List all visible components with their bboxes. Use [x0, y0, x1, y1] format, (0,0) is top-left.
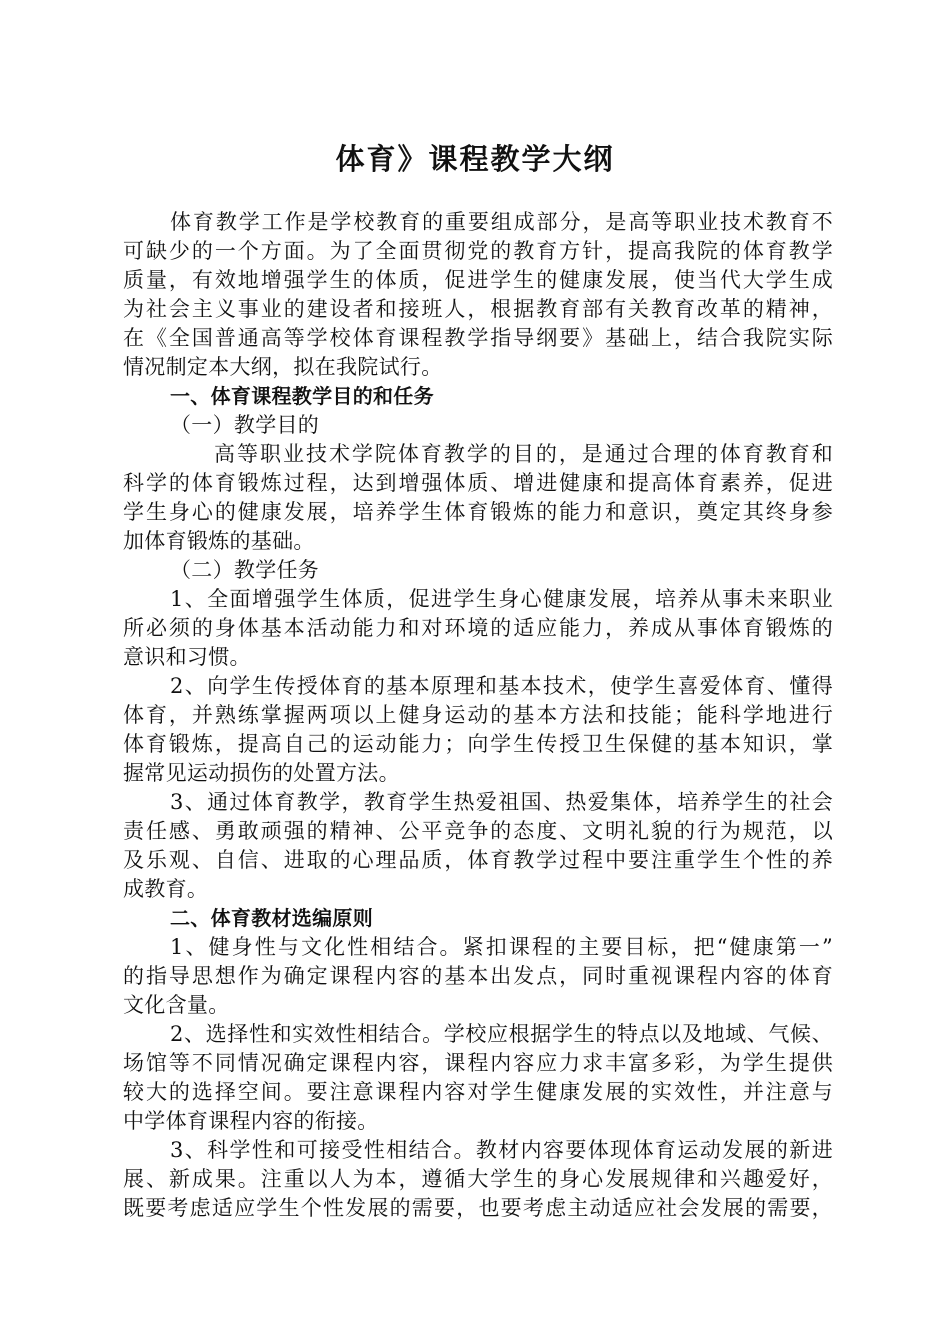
paragraph-line: 情况制定本大纲，拟在我院试行。 — [123, 355, 443, 379]
paragraph-line: 1、健身性与文化性相结合。紧扣课程的主要目标，把“健康第一” — [170, 935, 833, 959]
paragraph-line: 所必须的身体基本活动能力和对环境的适应能力，养成从事体育锻炼的 — [123, 616, 833, 640]
page-title: 体育》课程教学大纲 — [335, 142, 615, 176]
paragraph-line: 中学体育课程内容的衔接。 — [123, 1109, 379, 1133]
subsection-heading: （一）教学目的 — [170, 413, 320, 437]
paragraph-line: 握常见运动损伤的处置方法。 — [123, 761, 400, 785]
paragraph-line: 3、科学性和可接受性相结合。教材内容要体现体育运动发展的新进 — [170, 1138, 833, 1162]
paragraph-line: 成教育。 — [123, 877, 209, 901]
paragraph-line: 2、向学生传授体育的基本原理和基本技术，使学生喜爱体育、懂得 — [170, 674, 833, 698]
paragraph-line: 加体育锻炼的基础。 — [123, 529, 315, 553]
paragraph-line: 场馆等不同情况确定课程内容，课程内容应力求丰富多彩，为学生提供 — [123, 1051, 833, 1075]
section-heading: 一、体育课程教学目的和任务 — [170, 384, 434, 408]
paragraph-line: 2、选择性和实效性相结合。学校应根据学生的特点以及地域、气候、 — [170, 1022, 833, 1046]
paragraph-line: 展、新成果。注重以人为本，遵循大学生的身心发展规律和兴趣爱好， — [123, 1167, 833, 1191]
paragraph-line: 质量，有效地增强学生的体质，促进学生的健康发展，使当代大学生成 — [123, 268, 833, 292]
paragraph-line: 及乐观、自信、进取的心理品质，体育教学过程中要注重学生个性的养 — [123, 848, 833, 872]
subsection-heading: （二）教学任务 — [170, 558, 320, 582]
paragraph-line: 责任感、勇敢顽强的精神、公平竞争的态度、文明礼貌的行为规范，以 — [123, 819, 833, 843]
paragraph-line: 学生身心的健康发展，培养学生体育锻炼的能力和意识，奠定其终身参 — [123, 500, 833, 524]
paragraph-line: 体育，并熟练掌握两项以上健身运动的基本方法和技能；能科学地进行 — [123, 703, 833, 727]
section-heading: 二、体育教材选编原则 — [170, 906, 373, 930]
paragraph-line: 科学的体育锻炼过程，达到增强体质、增进健康和提高体育素养，促进 — [123, 471, 833, 495]
paragraph-line: 1、全面增强学生体质，促进学生身心健康发展，培养从事未来职业 — [170, 587, 833, 611]
paragraph-line: 既要考虑适应学生个性发展的需要，也要考虑主动适应社会发展的需要， — [123, 1196, 833, 1220]
paragraph-line: 体育锻炼，提高自己的运动能力；向学生传授卫生保健的基本知识，掌 — [123, 732, 833, 756]
paragraph-line: 可缺少的一个方面。为了全面贯彻党的教育方针，提高我院的体育教学 — [123, 239, 833, 263]
paragraph-line: 较大的选择空间。要注意课程内容对学生健康发展的实效性，并注意与 — [123, 1080, 833, 1104]
paragraph-line: 3、通过体育教学，教育学生热爱祖国、热爱集体，培养学生的社会 — [170, 790, 833, 814]
paragraph-line: 为社会主义事业的建设者和接班人，根据教育部有关教育改革的精神， — [123, 297, 833, 321]
paragraph-line: 意识和习惯。 — [123, 645, 251, 669]
paragraph-line: 的指导思想作为确定课程内容的基本出发点，同时重视课程内容的体育 — [123, 964, 833, 988]
paragraph-line: 在《全国普通高等学校体育课程教学指导纲要》基础上，结合我院实际 — [123, 326, 833, 350]
paragraph-line: 高等职业技术学院体育教学的目的，是通过合理的体育教育和 — [214, 442, 833, 466]
paragraph-line: 体育教学工作是学校教育的重要组成部分，是高等职业技术教育不 — [170, 210, 833, 234]
paragraph-line: 文化含量。 — [123, 993, 230, 1017]
